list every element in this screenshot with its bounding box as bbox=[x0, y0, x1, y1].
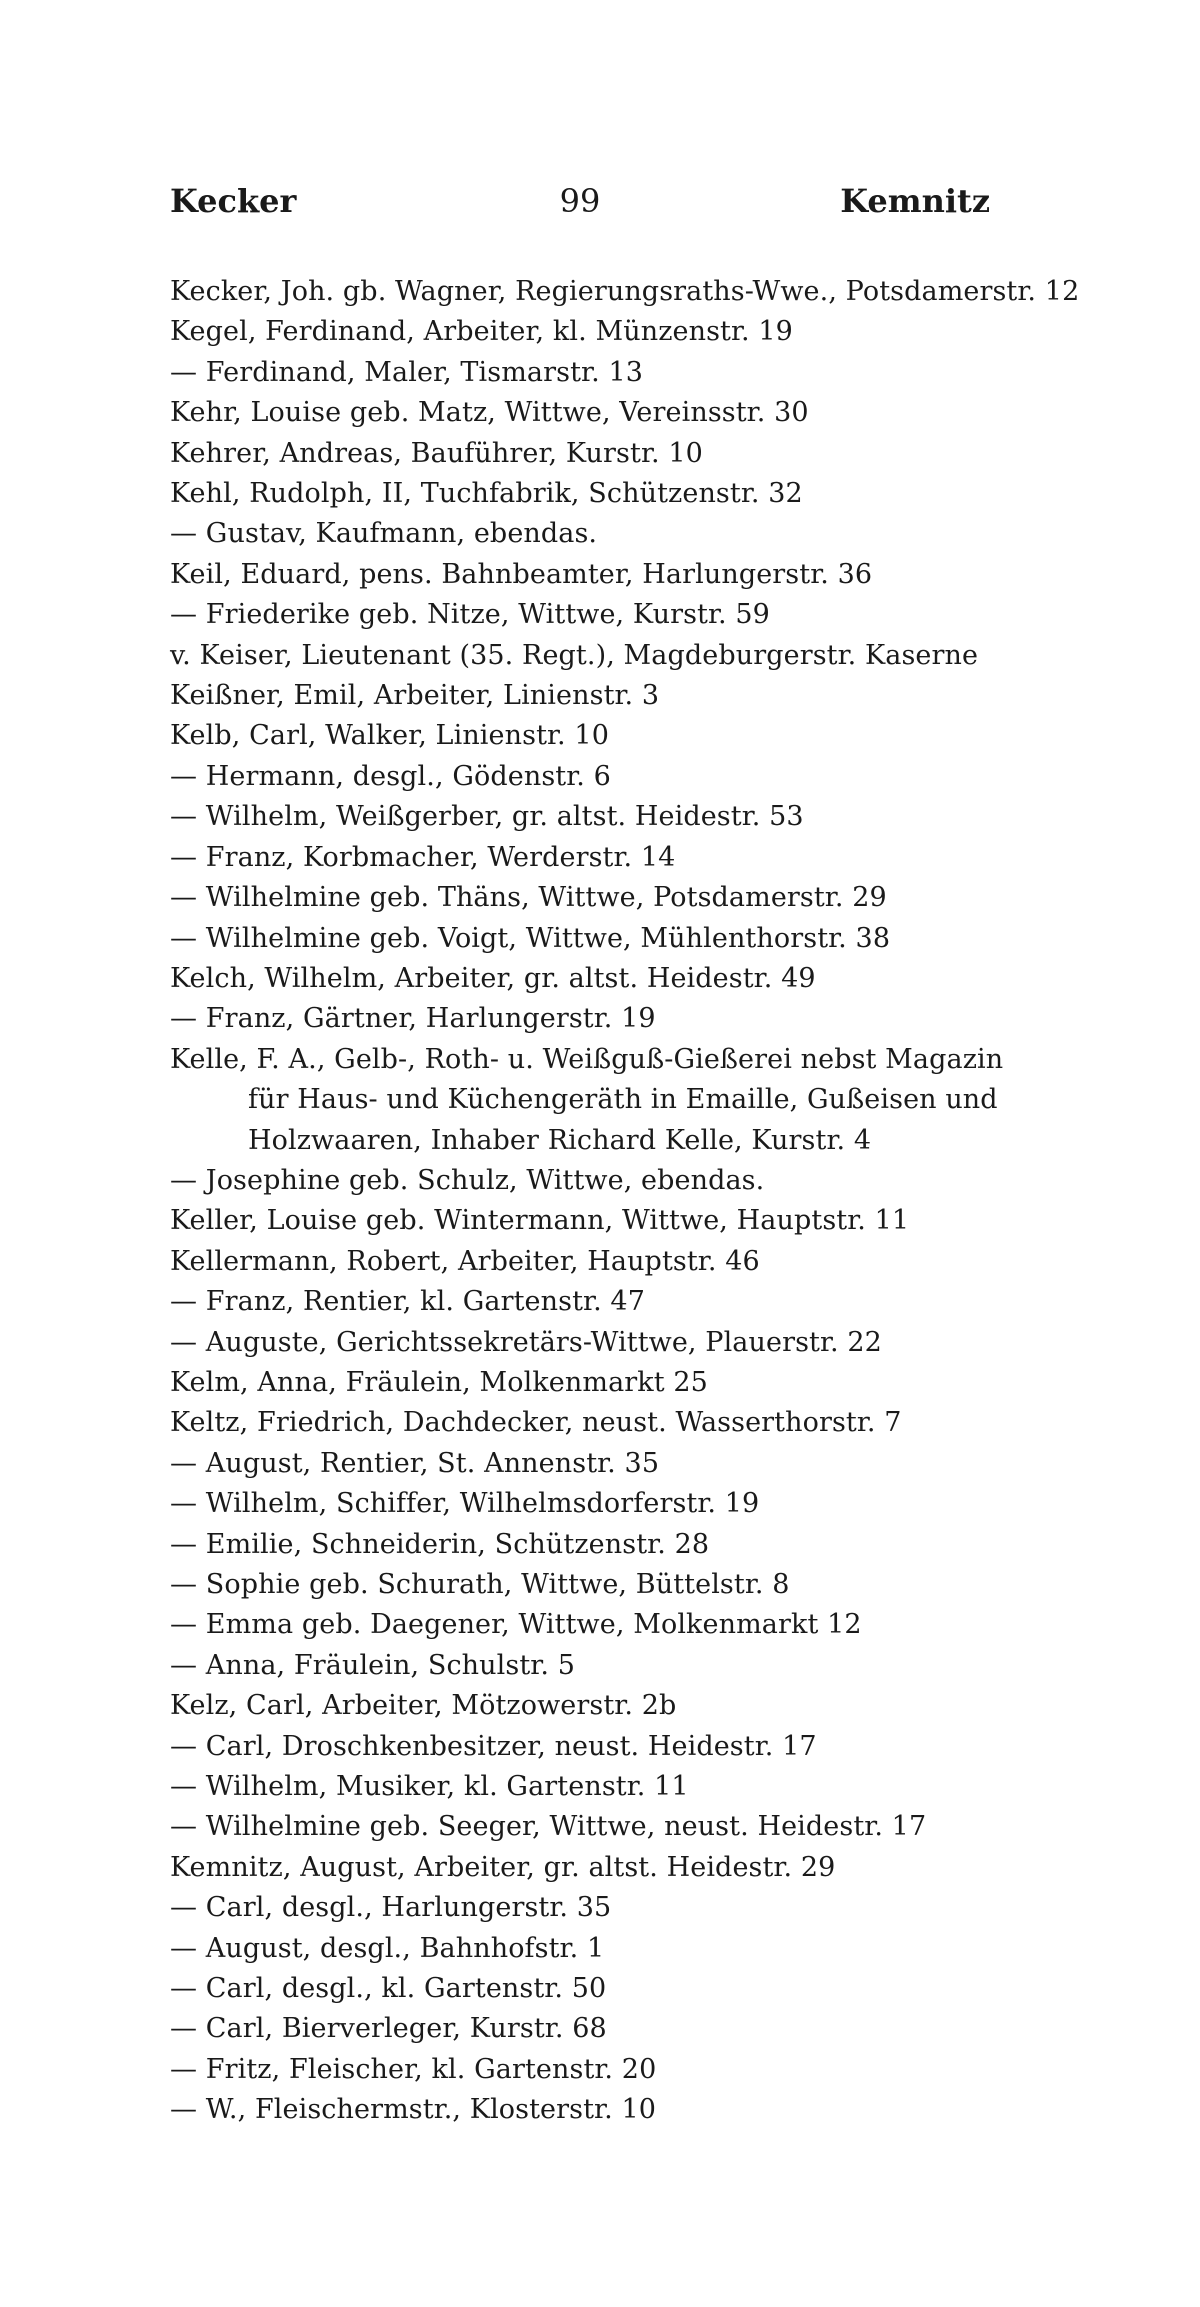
directory-entry bbox=[170, 514, 1000, 554]
directory-entry bbox=[170, 312, 1000, 352]
directory-entry bbox=[170, 716, 1000, 756]
directory-entry bbox=[170, 999, 1000, 1039]
directory-entry bbox=[170, 676, 1000, 716]
directory-entry bbox=[170, 1484, 1000, 1524]
directory-entry bbox=[170, 1403, 1000, 1443]
directory-entry bbox=[170, 757, 1000, 797]
directory-entry bbox=[170, 1807, 1000, 1847]
directory-entries bbox=[170, 272, 1080, 2131]
directory-entry bbox=[170, 919, 1000, 959]
directory-entry bbox=[170, 797, 1000, 837]
entry-text: — Auguste, Gerichtssekretärs-Wittwe, Plauerstr. 22 bbox=[170, 1326, 882, 1358]
entry-text: — Franz, Gärtner, Harlungerstr. 19 bbox=[170, 1003, 656, 1035]
directory-entry bbox=[170, 1727, 1000, 1767]
entry-text: — Wilhelmine geb. Voigt, Wittwe, Mühlenthorstr. 38 bbox=[170, 922, 891, 954]
directory-entry bbox=[170, 1525, 1000, 1565]
entry-text: — Wilhelm, Weißgerber, gr. altst. Heidestr. 53 bbox=[170, 801, 804, 833]
directory-entry bbox=[170, 1565, 1000, 1605]
directory-entry bbox=[170, 272, 1080, 312]
entry-text: Keltz, Friedrich, Dachdecker, neust. Wasserthorstr. 7 bbox=[170, 1407, 902, 1439]
entry-text: — Wilhelm, Musiker, kl. Gartenstr. 11 bbox=[170, 1771, 689, 1803]
entry-continuation: Holzwaaren, Inhaber Richard Kelle, Kurstr. 4 bbox=[248, 1124, 872, 1156]
directory-entry bbox=[170, 474, 1000, 514]
entry-text: Kelz, Carl, Arbeiter, Mötzowerstr. 2b bbox=[170, 1690, 677, 1722]
directory-entry bbox=[170, 1282, 1000, 1322]
entry-text: — Wilhelmine geb. Thäns, Wittwe, Potsdamerstr. 29 bbox=[170, 882, 887, 914]
directory-entry bbox=[170, 1363, 1000, 1403]
directory-entry bbox=[170, 1848, 1000, 1888]
entry-text: — Friederike geb. Nitze, Wittwe, Kurstr. 59 bbox=[170, 599, 770, 631]
entry-text: — Sophie geb. Schurath, Wittwe, Büttelstr. 8 bbox=[170, 1569, 790, 1600]
directory-entry bbox=[170, 636, 1000, 676]
entry-text: Kemnitz, August, Arbeiter, gr. altst. Heidestr. 29 bbox=[170, 1851, 836, 1883]
entry-text: Kelm, Anna, Fräulein, Molkenmarkt 25 bbox=[170, 1366, 708, 1398]
page-number: 99 bbox=[559, 182, 601, 220]
entry-text: Keißner, Emil, Arbeiter, Linienstr. 3 bbox=[170, 680, 660, 712]
entry-text: Kellermann, Robert, Arbeiter, Hauptstr. 46 bbox=[170, 1245, 760, 1277]
entry-text: — Hermann, desgl., Gödenstr. 6 bbox=[170, 760, 611, 792]
entry-text: — Fritz, Fleischer, kl. Gartenstr. 20 bbox=[170, 2053, 657, 2085]
directory-entry bbox=[170, 1686, 1000, 1726]
directory-entry bbox=[170, 1646, 1000, 1686]
directory-entry bbox=[170, 1242, 1000, 1282]
directory-entry bbox=[170, 1929, 1000, 1969]
entry-text: — Gustav, Kaufmann, ebendas. bbox=[170, 518, 598, 550]
entry-text: Keil, Eduard, pens. Bahnbeamter, Harlungerstr. 36 bbox=[170, 558, 873, 590]
directory-entry bbox=[170, 595, 1000, 635]
directory-entry bbox=[170, 555, 1000, 595]
directory-entry bbox=[170, 1323, 1000, 1363]
entry-text: — Franz, Korbmacher, Werderstr. 14 bbox=[170, 841, 676, 873]
running-head bbox=[170, 182, 990, 230]
entry-text: Kelle, F. A., Gelb-, Roth- u. Weißguß-Gießerei nebst Magazin bbox=[170, 1043, 1004, 1075]
entry-text: — August, desgl., Bahnhofstr. 1 bbox=[170, 1932, 605, 1964]
entry-text: Kehl, Rudolph, II, Tuchfabrik, Schützenstr. 32 bbox=[170, 478, 803, 510]
directory-entry bbox=[170, 959, 1000, 999]
directory-entry bbox=[170, 1040, 1004, 1161]
entry-text: — Carl, Droschkenbesitzer, neust. Heidestr. 17 bbox=[170, 1730, 817, 1762]
entry-text: Kehr, Louise geb. Matz, Wittwe, Vereinsstr. 30 bbox=[170, 397, 809, 429]
entry-text: — Carl, desgl., kl. Gartenstr. 50 bbox=[170, 1973, 607, 2005]
entry-text: v. Keiser, Lieutenant (35. Regt.), Magdeburgerstr. Kaserne bbox=[170, 639, 979, 671]
directory-entry bbox=[170, 2090, 1000, 2130]
header-left-keyword: Kecker bbox=[170, 182, 297, 220]
directory-entry bbox=[170, 1888, 1000, 1928]
entry-text: — Anna, Fräulein, Schulstr. 5 bbox=[170, 1649, 575, 1681]
entry-text: Kegel, Ferdinand, Arbeiter, kl. Münzenstr. 19 bbox=[170, 316, 793, 348]
directory-entry bbox=[170, 353, 1000, 393]
entry-text: — Carl, Bierverleger, Kurstr. 68 bbox=[170, 2013, 607, 2045]
directory-entry bbox=[170, 2050, 1000, 2090]
header-right-keyword: Kemnitz bbox=[840, 182, 990, 220]
directory-entry bbox=[170, 1969, 1000, 2009]
entry-text: Kecker, Joh. gb. Wagner, Regierungsraths-Wwe., Potsdamerstr. 12 bbox=[170, 276, 1080, 307]
entry-continuation: für Haus- und Küchengeräth in Emaille, Gußeisen und bbox=[248, 1084, 998, 1116]
entry-text: — August, Rentier, St. Annenstr. 35 bbox=[170, 1447, 660, 1479]
entry-text: Keller, Louise geb. Wintermann, Wittwe, Hauptstr. 11 bbox=[170, 1205, 910, 1237]
directory-entry bbox=[170, 1201, 1000, 1241]
directory-entry bbox=[170, 434, 1000, 474]
entry-text: — Wilhelm, Schiffer, Wilhelmsdorferstr. 19 bbox=[170, 1488, 760, 1520]
directory-entry bbox=[170, 1605, 1000, 1645]
directory-entry bbox=[170, 1444, 1000, 1484]
entry-text: Kelch, Wilhelm, Arbeiter, gr. altst. Heidestr. 49 bbox=[170, 962, 816, 994]
directory-entry bbox=[170, 1767, 1000, 1807]
directory-entry bbox=[170, 1161, 1000, 1201]
entry-text: — W., Fleischermstr., Klosterstr. 10 bbox=[170, 2094, 657, 2126]
entry-text: — Ferdinand, Maler, Tismarstr. 13 bbox=[170, 356, 644, 388]
directory-entry bbox=[170, 838, 1000, 878]
entry-text: — Emilie, Schneiderin, Schützenstr. 28 bbox=[170, 1528, 710, 1560]
entry-text: Kelb, Carl, Walker, Linienstr. 10 bbox=[170, 720, 609, 752]
directory-entry bbox=[170, 393, 1000, 433]
directory-entry bbox=[170, 878, 1000, 918]
entry-text: — Wilhelmine geb. Seeger, Wittwe, neust. Heidestr. 17 bbox=[170, 1811, 927, 1843]
entry-text: — Franz, Rentier, kl. Gartenstr. 47 bbox=[170, 1286, 645, 1318]
entry-text: — Emma geb. Daegener, Wittwe, Molkenmarkt 12 bbox=[170, 1609, 862, 1641]
entry-text: — Josephine geb. Schulz, Wittwe, ebendas. bbox=[170, 1164, 765, 1196]
entry-text: — Carl, desgl., Harlungerstr. 35 bbox=[170, 1892, 612, 1924]
directory-entry bbox=[170, 2009, 1000, 2049]
entry-text: Kehrer, Andreas, Bauführer, Kurstr. 10 bbox=[170, 437, 703, 469]
